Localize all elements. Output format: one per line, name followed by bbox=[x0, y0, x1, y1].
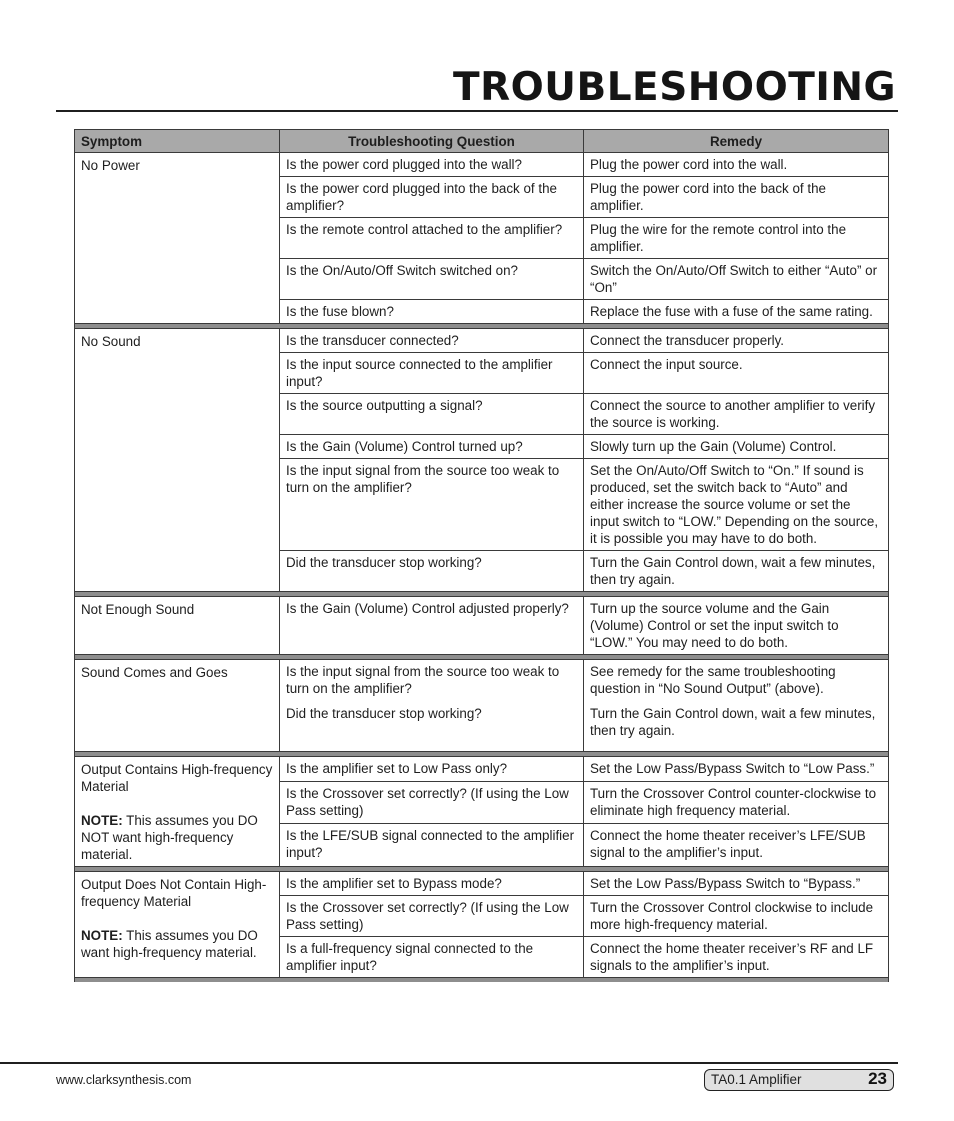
question-cell: Is the LFE/SUB signal connected to the amplifier input? bbox=[280, 824, 584, 867]
symptom-cell bbox=[75, 757, 280, 867]
remedy-cell: Connect the home theater receiver’s RF and LF signals to the amplifier’s input. bbox=[584, 937, 889, 978]
question-cell: Is the power cord plugged into the wall? bbox=[280, 153, 584, 177]
note-text: This assumes you DO NOT want high-frequency material. bbox=[81, 813, 258, 862]
remedy-cell: Connect the transducer properly. bbox=[584, 329, 889, 353]
symptom-text: Output Does Not Contain High-frequency Material bbox=[81, 877, 267, 909]
question-text: Is the input signal from the source too weak to turn on the amplifier? bbox=[286, 664, 560, 696]
question-cell: Is the Crossover set correctly? (If using the Low Pass setting) bbox=[280, 781, 584, 824]
remedy-cell: Set the Low Pass/Bypass Switch to “Low Pass.” bbox=[584, 757, 889, 782]
question-cell: Is the fuse blown? bbox=[280, 300, 584, 324]
remedy-cell: Switch the On/Auto/Off Switch to either “Auto” or “On” bbox=[584, 259, 889, 300]
question-cell: Is the input signal from the source too weak to turn on the amplifier? bbox=[280, 459, 584, 551]
question-cell: Is the amplifier set to Low Pass only? bbox=[280, 757, 584, 782]
question-cell: Is the Gain (Volume) Control adjusted properly? bbox=[280, 597, 584, 655]
remedy-cell: Plug the power cord into the back of the amplifier. bbox=[584, 177, 889, 218]
symptom-text: Output Contains High-frequency Material bbox=[81, 762, 273, 794]
note-text: This assumes you DO want high-frequency material. bbox=[81, 928, 258, 960]
table-row bbox=[75, 660, 889, 752]
question-cell: Is the On/Auto/Off Switch switched on? bbox=[280, 259, 584, 300]
remedy-cell: Turn up the source volume and the Gain (Volume) Control or set the input switch to “LOW.” You may need to do both. bbox=[584, 597, 889, 655]
page-number: 23 bbox=[868, 1069, 887, 1088]
remedy-cell: Plug the power cord into the wall. bbox=[584, 153, 889, 177]
remedy-cell: Slowly turn up the Gain (Volume) Control. bbox=[584, 435, 889, 459]
remedy-text: See remedy for the same troubleshooting question in “No Sound Output” (above). bbox=[590, 664, 836, 696]
symptom-note bbox=[81, 927, 273, 961]
header-remedy: Remedy bbox=[584, 130, 889, 153]
question-cell: Is the power cord plugged into the back of the amplifier? bbox=[280, 177, 584, 218]
remedy-cell: Turn the Gain Control down, wait a few minutes, then try again. bbox=[584, 551, 889, 592]
remedy-cell bbox=[584, 660, 889, 752]
footer-url: www.clarksynthesis.com bbox=[56, 1073, 192, 1087]
question-cell: Is the Crossover set correctly? (If using the Low Pass setting) bbox=[280, 896, 584, 937]
table-row bbox=[75, 757, 889, 782]
table-row bbox=[75, 872, 889, 896]
symptom-cell: Sound Comes and Goes bbox=[75, 660, 280, 752]
question-cell: Did the transducer stop working? bbox=[280, 551, 584, 592]
question-cell: Is the Gain (Volume) Control turned up? bbox=[280, 435, 584, 459]
table-row bbox=[75, 597, 889, 655]
question-cell: Is the remote control attached to the amplifier? bbox=[280, 218, 584, 259]
remedy-cell: Turn the Crossover Control clockwise to include more high-frequency material. bbox=[584, 896, 889, 937]
header-question: Troubleshooting Question bbox=[280, 130, 584, 153]
note-label: NOTE: bbox=[81, 813, 123, 828]
symptom-cell bbox=[75, 872, 280, 978]
group-separator bbox=[75, 978, 889, 983]
remedy-cell: Turn the Crossover Control counter-clockwise to eliminate high frequency material. bbox=[584, 781, 889, 824]
symptom-cell: No Power bbox=[75, 153, 280, 324]
table-row bbox=[75, 329, 889, 353]
footer-divider bbox=[0, 1062, 898, 1064]
remedy-text: Turn the Gain Control down, wait a few minutes, then try again. bbox=[590, 706, 876, 738]
question-cell: Is the source outputting a signal? bbox=[280, 394, 584, 435]
remedy-cell: Set the Low Pass/Bypass Switch to “Bypass.” bbox=[584, 872, 889, 896]
remedy-cell: Connect the home theater receiver’s LFE/SUB signal to the amplifier’s input. bbox=[584, 824, 889, 867]
footer-product-label: TA0.1 Amplifier bbox=[711, 1072, 802, 1087]
symptom-cell: Not Enough Sound bbox=[75, 597, 280, 655]
page-title: TROUBLESHOOTING bbox=[453, 65, 896, 110]
table-row bbox=[75, 153, 889, 177]
question-cell: Is the transducer connected? bbox=[280, 329, 584, 353]
question-cell: Is the amplifier set to Bypass mode? bbox=[280, 872, 584, 896]
remedy-cell: Set the On/Auto/Off Switch to “On.” If sound is produced, set the switch back to “Auto” and either increase the source volume or set the input switch to “LOW.” Depending on the source, it is possible you may have to do both. bbox=[584, 459, 889, 551]
footer-page-badge bbox=[704, 1069, 894, 1091]
title-divider bbox=[56, 110, 898, 112]
troubleshooting-table bbox=[74, 129, 889, 982]
question-cell: Is the input source connected to the amplifier input? bbox=[280, 353, 584, 394]
question-text: Did the transducer stop working? bbox=[286, 706, 482, 721]
header-symptom: Symptom bbox=[75, 130, 280, 153]
question-cell: Is a full-frequency signal connected to the amplifier input? bbox=[280, 937, 584, 978]
remedy-cell: Plug the wire for the remote control into the amplifier. bbox=[584, 218, 889, 259]
symptom-cell: No Sound bbox=[75, 329, 280, 592]
symptom-note bbox=[81, 812, 273, 863]
remedy-cell: Connect the source to another amplifier to verify the source is working. bbox=[584, 394, 889, 435]
table-header-row bbox=[75, 130, 889, 153]
remedy-cell: Connect the input source. bbox=[584, 353, 889, 394]
note-label: NOTE: bbox=[81, 928, 123, 943]
remedy-cell: Replace the fuse with a fuse of the same rating. bbox=[584, 300, 889, 324]
question-cell bbox=[280, 660, 584, 752]
